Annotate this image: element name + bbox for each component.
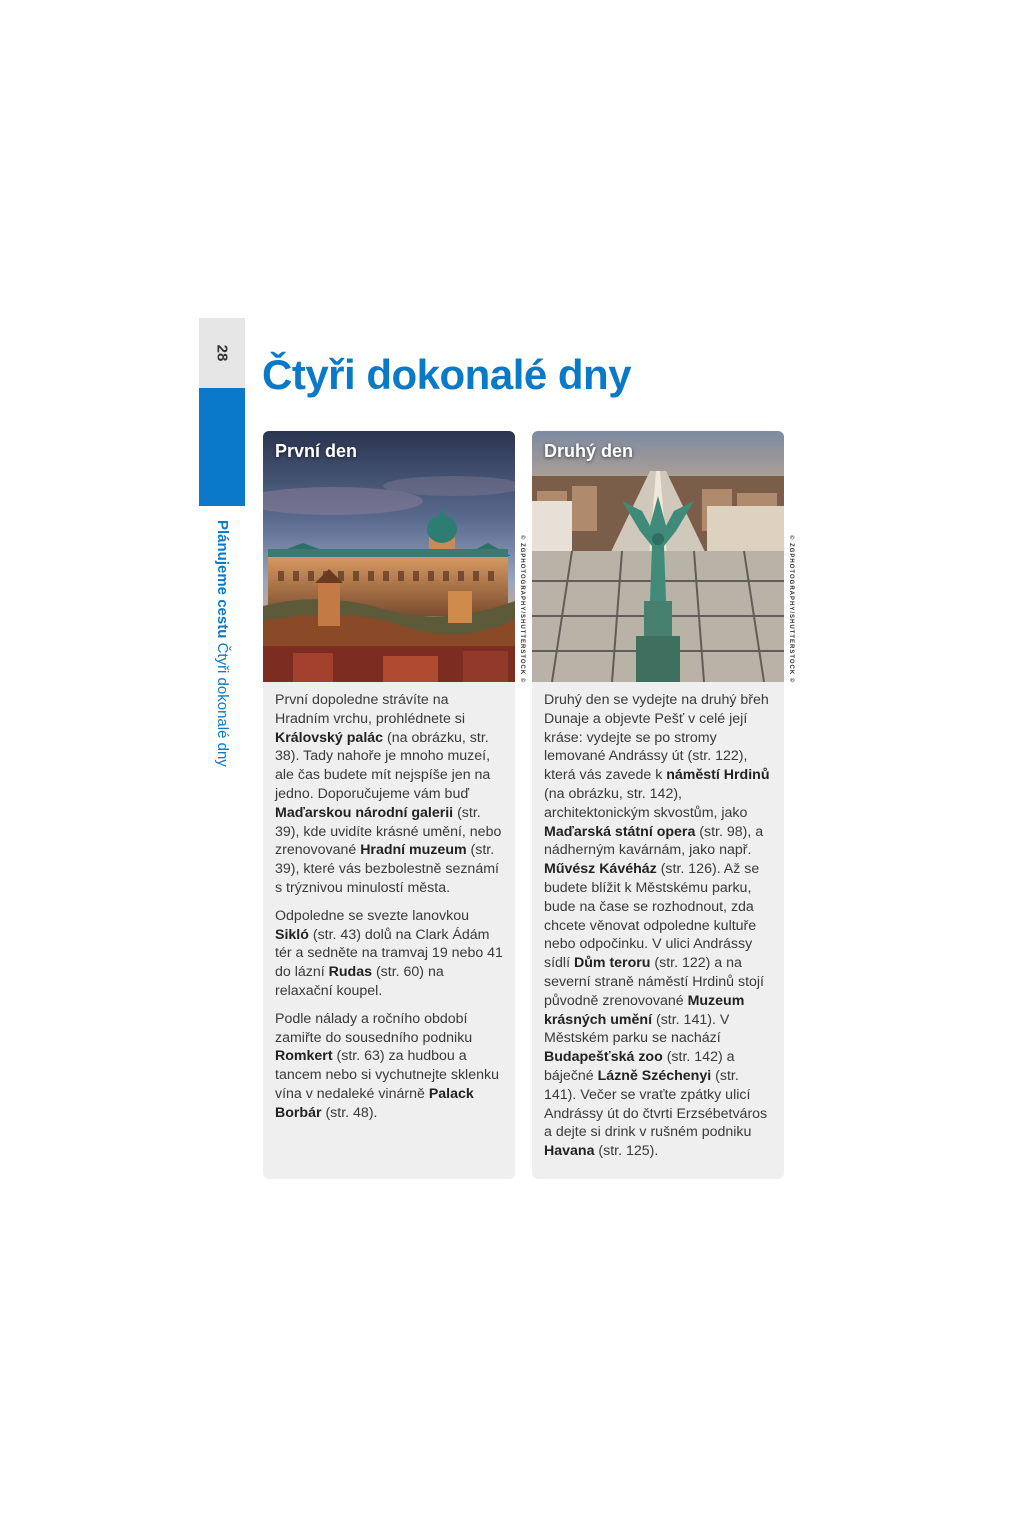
running-header-section: Plánujeme cestu: [214, 520, 231, 639]
text-run: (str. 126). Až se budete blížit k Městskému parku, bude na čase se rozhodnout, zda chcete věnovat odpoledne kultuře nebo odpočinku. V ulici Andrássy sídlí: [544, 861, 760, 972]
card-body: [532, 682, 784, 1161]
text-run: (str. 39), kde uvidíte krásné umění, nebo zrenovované: [275, 804, 502, 859]
running-header: [212, 520, 232, 820]
day-card-2: [532, 431, 784, 1179]
paragraph: [275, 1010, 503, 1123]
text-run: Podle nálady a ročního období zamiřte do sousedního podniku: [275, 1010, 473, 1046]
text-run: (str. 98), a nádherným kavárnám, jako např.: [544, 823, 764, 859]
text-run: (str. 141). V Městském parku se nachází: [544, 1011, 730, 1047]
paragraph: [275, 907, 503, 1001]
bold-place-name: náměstí Hrdinů: [666, 767, 770, 784]
photo-credit-1: © ZGPHOTOGRAPHY/SHUTTERSTOCK ©: [519, 535, 525, 684]
bold-place-name: Dům teroru: [573, 955, 651, 972]
bold-place-name: Palack Borbár: [275, 1085, 474, 1121]
bold-place-name: Lázně Széchenyi: [597, 1067, 712, 1084]
text-run: První dopoledne strávíte na Hradním vrchu, prohlédnete si: [275, 692, 466, 727]
bold-place-name: Sikló: [275, 926, 309, 943]
bold-place-name: Hradní muzeum: [360, 842, 467, 859]
text-run: (str. 39), které vás bezbolestně seznámí s trýznivou minulostí města.: [275, 842, 499, 896]
text-run: (str. 60) na relaxační koupel.: [275, 964, 444, 999]
castle-photo: [263, 431, 515, 682]
page-title: Čtyři dokonalé dny: [262, 351, 632, 398]
text-run: (na obrázku, str. 142), architektonickým skvostům, jako: [544, 785, 748, 821]
text-run: (str. 63) za hudbou a tancem nebo si vychutnejte sklenku vína v nedaleké vinárně: [275, 1048, 499, 1102]
bold-place-name: Romkert: [275, 1048, 333, 1065]
text-run: (str. 141). Večer se vraťte zpátky ulicí Andrássy út do čtvrti Erzsébetváros a dejte si drink v rušném podniku: [544, 1067, 768, 1141]
photo-credit-2: © ZGPHOTOGRAPHY/SHUTTERSTOCK ©: [788, 535, 794, 684]
card-title: První den: [275, 441, 358, 461]
card-title: Druhý den: [544, 441, 634, 461]
text-run: (na obrázku, str. 38). Tady nahoře je mnoho muzeí, ale čas budete mít nejspíše jen na jedno. Doporučujeme vám buď: [275, 729, 491, 802]
text-run: (str. 125).: [594, 1143, 659, 1160]
bold-place-name: Havana: [544, 1143, 595, 1160]
paragraph: [544, 691, 772, 1161]
text-run: (str. 142) a báječné: [544, 1049, 735, 1084]
bold-place-name: Královský palác: [275, 729, 384, 746]
heroes-square-photo: [532, 431, 784, 682]
text-run: (str. 43) dolů na Clark Ádám tér a sedněte na tramvaj 19 nebo 41 do lázní: [275, 926, 503, 981]
page-number-box: [199, 318, 245, 388]
text-run: (str. 122) a na severní straně náměstí Hrdinů stojí původně zrenovované: [544, 955, 765, 1009]
page-number: 28: [213, 344, 231, 362]
bold-place-name: Budapešťská zoo: [544, 1049, 663, 1066]
text-run: Druhý den se vydejte na druhý břeh Dunaje a objevte Pešť v celé její kráse: vydejte se po stromy lemované Andrássy út (str. 122), která vás zavede k: [544, 692, 769, 784]
text-run: Odpoledne se svezte lanovkou: [275, 907, 470, 924]
card-body: [263, 682, 515, 1123]
bold-place-name: Művész Kávéház: [544, 861, 657, 878]
page-tab: [199, 318, 245, 506]
running-header-subsection: Čtyři dokonalé dny: [214, 642, 231, 767]
paragraph: [275, 691, 503, 898]
day-card-1: [263, 431, 515, 1179]
bold-place-name: Maďarskou národní galerii: [275, 804, 454, 821]
bold-place-name: Muzeum krásných umění: [544, 992, 745, 1028]
bold-place-name: Maďarská státní opera: [544, 823, 696, 840]
bold-place-name: Rudas: [328, 964, 372, 981]
section-color-bar: [199, 388, 245, 506]
text-run: (str. 48).: [321, 1104, 378, 1121]
